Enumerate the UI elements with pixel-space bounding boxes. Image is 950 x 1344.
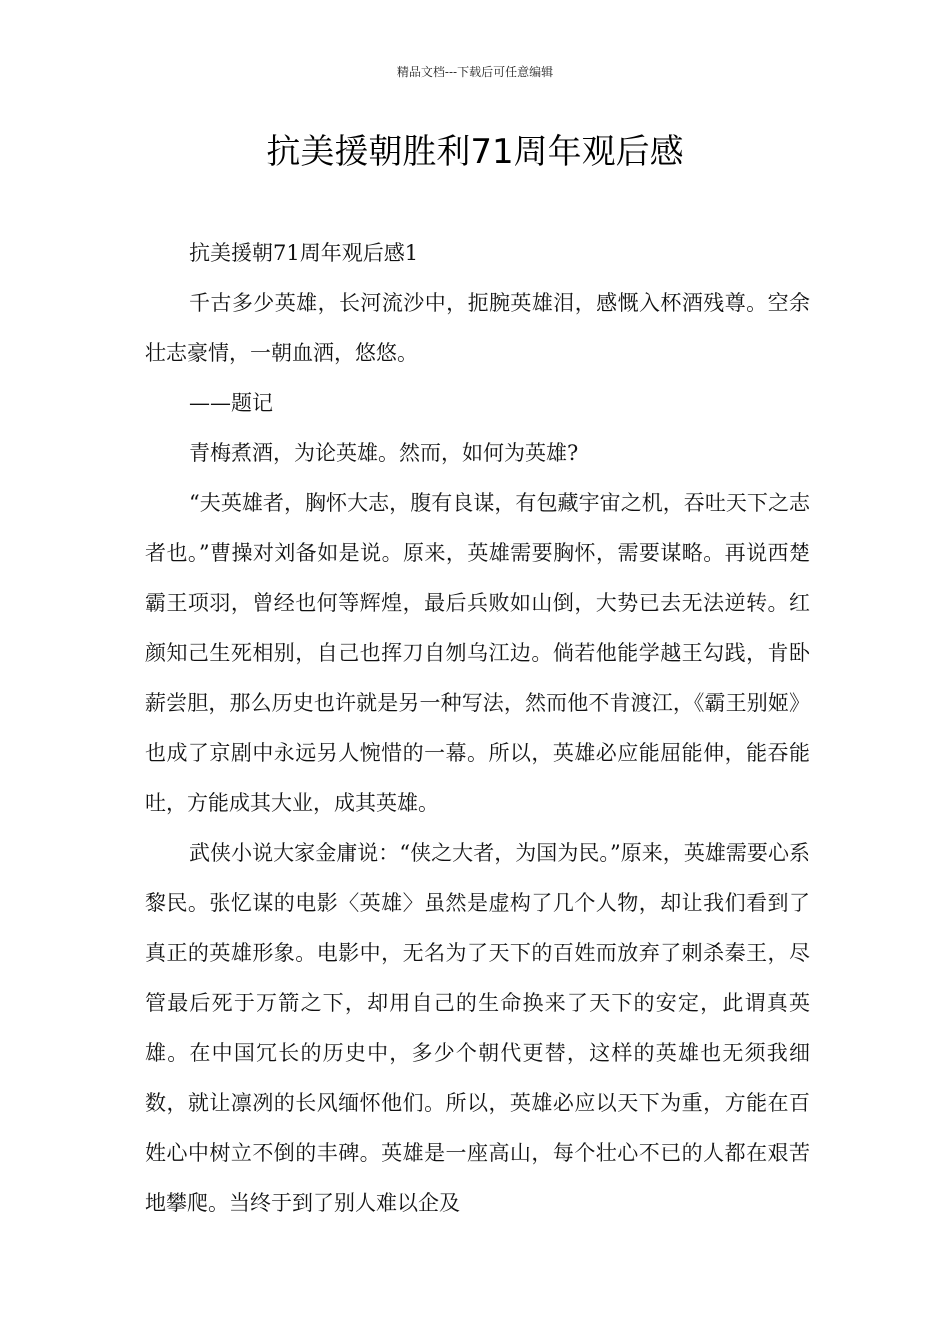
paragraph: 千古多少英雄，长河流沙中，扼腕英雄泪，感慨入杯酒残尊。空余壮志豪情，一朝血洒，悠悠。 [145,291,810,365]
paragraph: 青梅煮酒，为论英雄。然而，如何为英雄? [189,441,579,465]
paragraph: “夫英雄者，胸怀大志，腹有良谋，有包藏宇宙之机，吞吐天下之志者也。”曹操对刘备如是说。原来，英雄需要胸怀，需要谋略。再说西楚霸王项羽，曾经也何等辉煌，最后兵败如山倒，大势已去无法逆转。红颜知己生死相别，自己也挥刀自刎乌江边。倘若他能学越王勾践，肯卧薪尝胆，那么历史也许就是另一种写法，然而他不肯渡江，《霸王别姬》也成了京剧中永远另人惋惜的一幕。所以，英雄必应能屈能伸，能吞能吐，方能成其大业，成其英雄。 [145,491,810,815]
section-heading: 抗美援朝71周年观后感1 [189,241,419,265]
paragraph: 武侠小说大家金庸说：“侠之大者，为国为民。”原来，英雄需要心系黎民。张忆谋的电影〈英雄〉虽然是虚构了几个人物，却让我们看到了真正的英雄形象。电影中，无名为了天下的百姓而放弃了刺杀秦王，尽管最后死于万箭之下，却用自己的生命换来了天下的安定，此谓真英雄。在中国冗长的历史中，多少个朝代更替，这样的英雄也无须我细数，就让凛冽的长风缅怀他们。所以，英雄必应以天下为重，方能在百姓心中树立不倒的丰碑。英雄是一座高山，每个壮心不已的人都在艰苦地攀爬。当终于到了别人难以企及 [145,841,810,1215]
epigraph-attribution: ——题记 [189,391,273,415]
document-title: 抗美援朝胜利71周年观后感 [266,132,684,172]
document-body [145,228,810,1228]
page-header: 精品文档---下载后可任意编辑 [396,65,554,79]
